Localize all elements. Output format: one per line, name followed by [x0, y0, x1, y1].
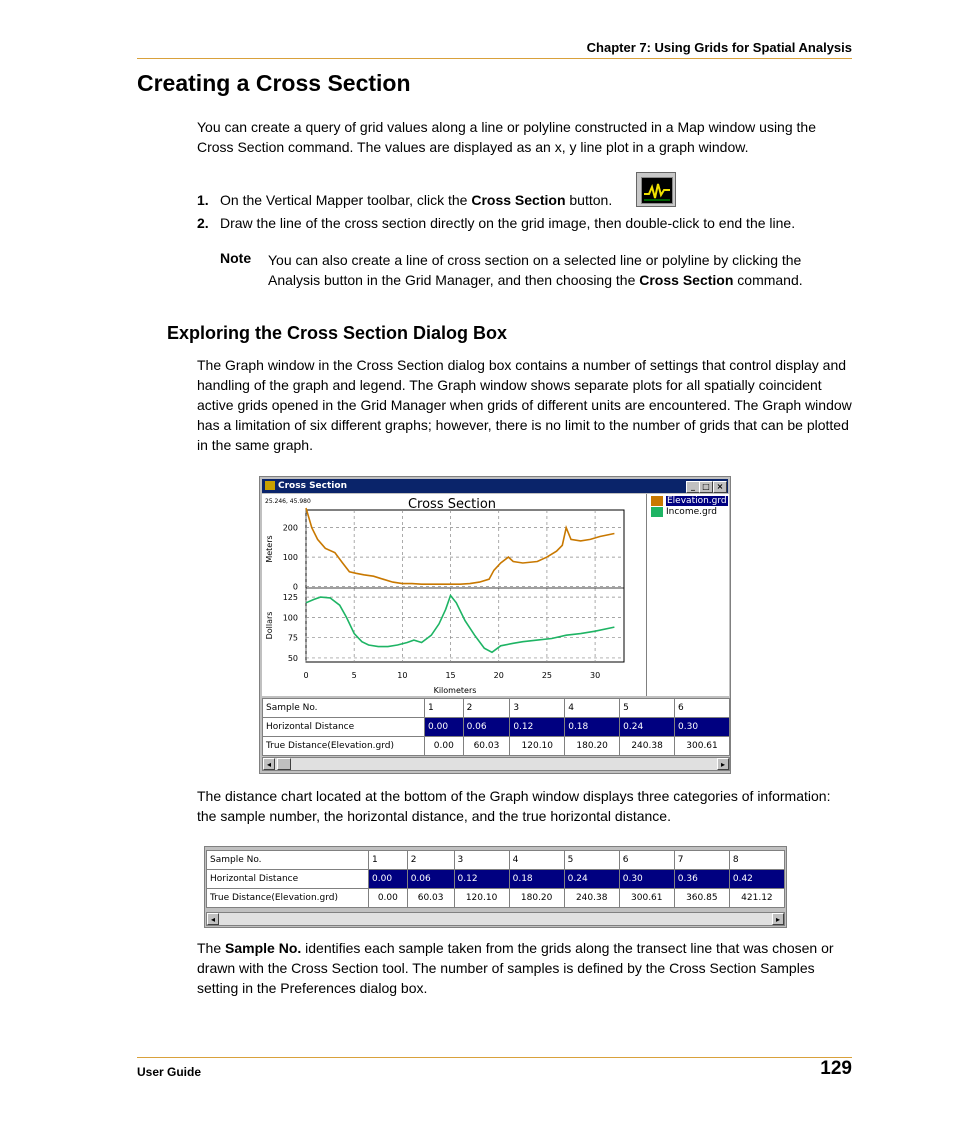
scroll-right-arrow[interactable]: ▸: [717, 758, 729, 770]
table-cell[interactable]: 5: [564, 851, 619, 870]
table-cell[interactable]: 0.00: [369, 889, 408, 908]
sample-text-bold: Sample No.: [225, 940, 302, 956]
x-tick-label: 20: [493, 671, 504, 680]
row-label: Horizontal Distance: [263, 718, 425, 737]
y-tick-label: 50: [287, 653, 298, 663]
scroll-thumb[interactable]: [277, 758, 291, 770]
y-tick-label: 75: [287, 633, 298, 643]
coordinate-readout: 25.246, 45.980: [265, 498, 311, 505]
table-cell[interactable]: 300.61: [619, 889, 674, 908]
scroll-right-arrow[interactable]: ▸: [772, 913, 784, 925]
table-row[interactable]: [263, 718, 730, 737]
scroll-left-arrow[interactable]: ◂: [207, 913, 219, 925]
table-cell[interactable]: 3: [454, 851, 509, 870]
row-label: True Distance(Elevation.grd): [207, 889, 369, 908]
legend-swatch-income: [651, 507, 663, 517]
table-cell[interactable]: 0.36: [674, 870, 729, 889]
step-text-post: button.: [565, 192, 613, 208]
y-axis-label: Meters: [265, 535, 274, 563]
distance-table-window[interactable]: [262, 698, 730, 756]
minimize-button[interactable]: _: [686, 481, 700, 493]
window-horizontal-scrollbar[interactable]: [262, 757, 730, 771]
table-cell[interactable]: 0.06: [463, 718, 510, 737]
footer-rule: [137, 1057, 852, 1058]
x-tick-label: 10: [397, 671, 408, 680]
step-number: 2.: [197, 215, 209, 231]
step-text: Draw the line of the cross section directly on the grid image, then double-click to end the line.: [220, 215, 796, 231]
scroll-left-arrow[interactable]: ◂: [263, 758, 275, 770]
note-text-bold: Cross Section: [639, 272, 734, 288]
chapter-header: Chapter 7: Using Grids for Spatial Analysis: [586, 40, 852, 55]
table-cell[interactable]: 5: [620, 699, 675, 718]
row-label: True Distance(Elevation.grd): [263, 737, 425, 756]
table-cell[interactable]: 4: [565, 699, 620, 718]
x-tick-label: 0: [303, 671, 309, 680]
maximize-button[interactable]: □: [699, 481, 713, 493]
x-tick-label: 25: [541, 671, 553, 680]
cross-section-toolbar-button[interactable]: [636, 172, 676, 207]
table-cell[interactable]: 8: [729, 851, 784, 870]
x-tick-label: 30: [589, 671, 601, 680]
legend-item-income[interactable]: [651, 507, 717, 518]
legend-label-elevation: Elevation.grd: [667, 496, 727, 506]
note-text-pre: You can also create a line of cross section on a selected line or polyline by clicking the Analysis button in the Grid Manager, and then choosing the: [268, 252, 802, 288]
table-row[interactable]: [207, 889, 785, 908]
table-cell[interactable]: 0.18: [509, 870, 564, 889]
table-row[interactable]: [207, 851, 785, 870]
sample-text-post: identifies each sample taken from the grids along the transect line that was chosen or drawn with the Cross Section tool. The number of samples is defined by the Cross Section Samples setting in the Preferences dialog box.: [197, 940, 834, 996]
step-bold: Cross Section: [471, 192, 566, 208]
step-1: [197, 190, 612, 210]
page-number: 129: [820, 1058, 852, 1079]
y-tick-label: 100: [282, 553, 298, 563]
y-tick-label: 100: [282, 613, 298, 623]
window-app-icon: [265, 481, 275, 490]
cross-section-icon: [641, 177, 673, 204]
cross-section-chart[interactable]: [262, 494, 646, 696]
x-tick-label: 15: [445, 671, 456, 680]
table-cell[interactable]: 360.85: [674, 889, 729, 908]
distance-table[interactable]: [206, 850, 785, 908]
x-tick-label: 5: [351, 671, 357, 680]
table-cell[interactable]: 180.20: [509, 889, 564, 908]
legend-swatch-elevation: [651, 496, 663, 506]
y-tick-label: 200: [282, 523, 298, 533]
table-row[interactable]: [207, 870, 785, 889]
page-title: Creating a Cross Section: [137, 70, 411, 96]
table-cell[interactable]: 1: [425, 699, 464, 718]
table-cell[interactable]: 240.38: [620, 737, 675, 756]
table-cell[interactable]: 2: [407, 851, 454, 870]
table-cell[interactable]: 0.12: [510, 718, 565, 737]
table-cell[interactable]: 60.03: [407, 889, 454, 908]
table-cell[interactable]: 120.10: [454, 889, 509, 908]
distance-paragraph: The distance chart located at the bottom of the Graph window displays three categories of information: the sample number, the horizontal distance, and the true horizontal distance.: [197, 788, 831, 824]
table-cell[interactable]: 60.03: [463, 737, 510, 756]
row-label: Sample No.: [207, 851, 369, 870]
plot-frame: [306, 510, 624, 662]
table-cell[interactable]: 1: [369, 851, 408, 870]
intro-paragraph: You can create a query of grid values along a line or polyline constructed in a Map window using the Cross Section command. The values are displayed as an x, y line plot in a graph window.: [197, 119, 816, 155]
table-cell[interactable]: 0.30: [675, 718, 730, 737]
series-line-elevation-grd: [306, 508, 614, 584]
cross-section-window: [259, 476, 731, 774]
table-cell[interactable]: 180.20: [565, 737, 620, 756]
table-cell[interactable]: 7: [674, 851, 729, 870]
table-cell[interactable]: 0.00: [425, 737, 464, 756]
table-cell[interactable]: 0.24: [620, 718, 675, 737]
table-cell[interactable]: 3: [510, 699, 565, 718]
table-cell[interactable]: 0.30: [619, 870, 674, 889]
distance-chart-screenshot: [204, 846, 787, 928]
table-cell[interactable]: 0.42: [729, 870, 784, 889]
note-text-post: command.: [733, 272, 803, 288]
header-rule: [137, 58, 852, 59]
window-titlebar[interactable]: [262, 479, 728, 493]
table-row[interactable]: [263, 737, 730, 756]
sample-text-pre: The: [197, 940, 226, 956]
table-cell[interactable]: 6: [675, 699, 730, 718]
section-paragraph: The Graph window in the Cross Section dialog box contains a number of settings that control display and handling of the graph and legend. The Graph window shows separate plots for all spatially coincident active grids opened in the Grid Manager when grids of different units are encountered. The Graph window has a limitation of six different graphs; however, there is no limit to the number of grids that can be plotted in the same graph.: [197, 357, 852, 453]
table-cell[interactable]: 421.12: [729, 889, 784, 908]
table-cell[interactable]: 4: [509, 851, 564, 870]
legend[interactable]: [646, 494, 729, 696]
table-cell[interactable]: 300.61: [675, 737, 730, 756]
legend-item-elevation[interactable]: [651, 496, 728, 507]
window-title: Cross Section: [278, 481, 347, 491]
table-cell[interactable]: 0.24: [564, 870, 619, 889]
table-cell[interactable]: 2: [463, 699, 510, 718]
y-axis-label: Dollars: [265, 611, 274, 640]
table-cell[interactable]: 0.18: [565, 718, 620, 737]
close-button[interactable]: ×: [713, 481, 727, 493]
legend-label-income: Income.grd: [666, 507, 717, 517]
step-2: [197, 213, 795, 233]
table-cell[interactable]: 0.06: [407, 870, 454, 889]
chart-title: Cross Section: [407, 497, 497, 512]
table-horizontal-scrollbar[interactable]: [206, 912, 785, 926]
step-text: On the Vertical Mapper toolbar, click the: [220, 192, 472, 208]
y-tick-label: 125: [282, 593, 298, 603]
note-label: Note: [220, 250, 252, 266]
row-label: Horizontal Distance: [207, 870, 369, 889]
table-cell[interactable]: 0.12: [454, 870, 509, 889]
x-axis-label: Kilometers: [433, 686, 477, 695]
table-cell[interactable]: 120.10: [510, 737, 565, 756]
step-number: 1.: [197, 192, 209, 208]
series-line-income-grd: [306, 596, 614, 653]
sample-paragraph: [197, 938, 853, 998]
section-heading: Exploring the Cross Section Dialog Box: [167, 323, 508, 343]
row-label: Sample No.: [263, 699, 425, 718]
table-row[interactable]: [263, 699, 730, 718]
table-cell[interactable]: 6: [619, 851, 674, 870]
table-cell[interactable]: 0.00: [369, 870, 408, 889]
table-cell[interactable]: 0.00: [425, 718, 464, 737]
note-text: [268, 250, 853, 290]
y-tick-label: 0: [292, 582, 298, 592]
table-cell[interactable]: 240.38: [564, 889, 619, 908]
footer-title: User Guide: [137, 1065, 202, 1079]
